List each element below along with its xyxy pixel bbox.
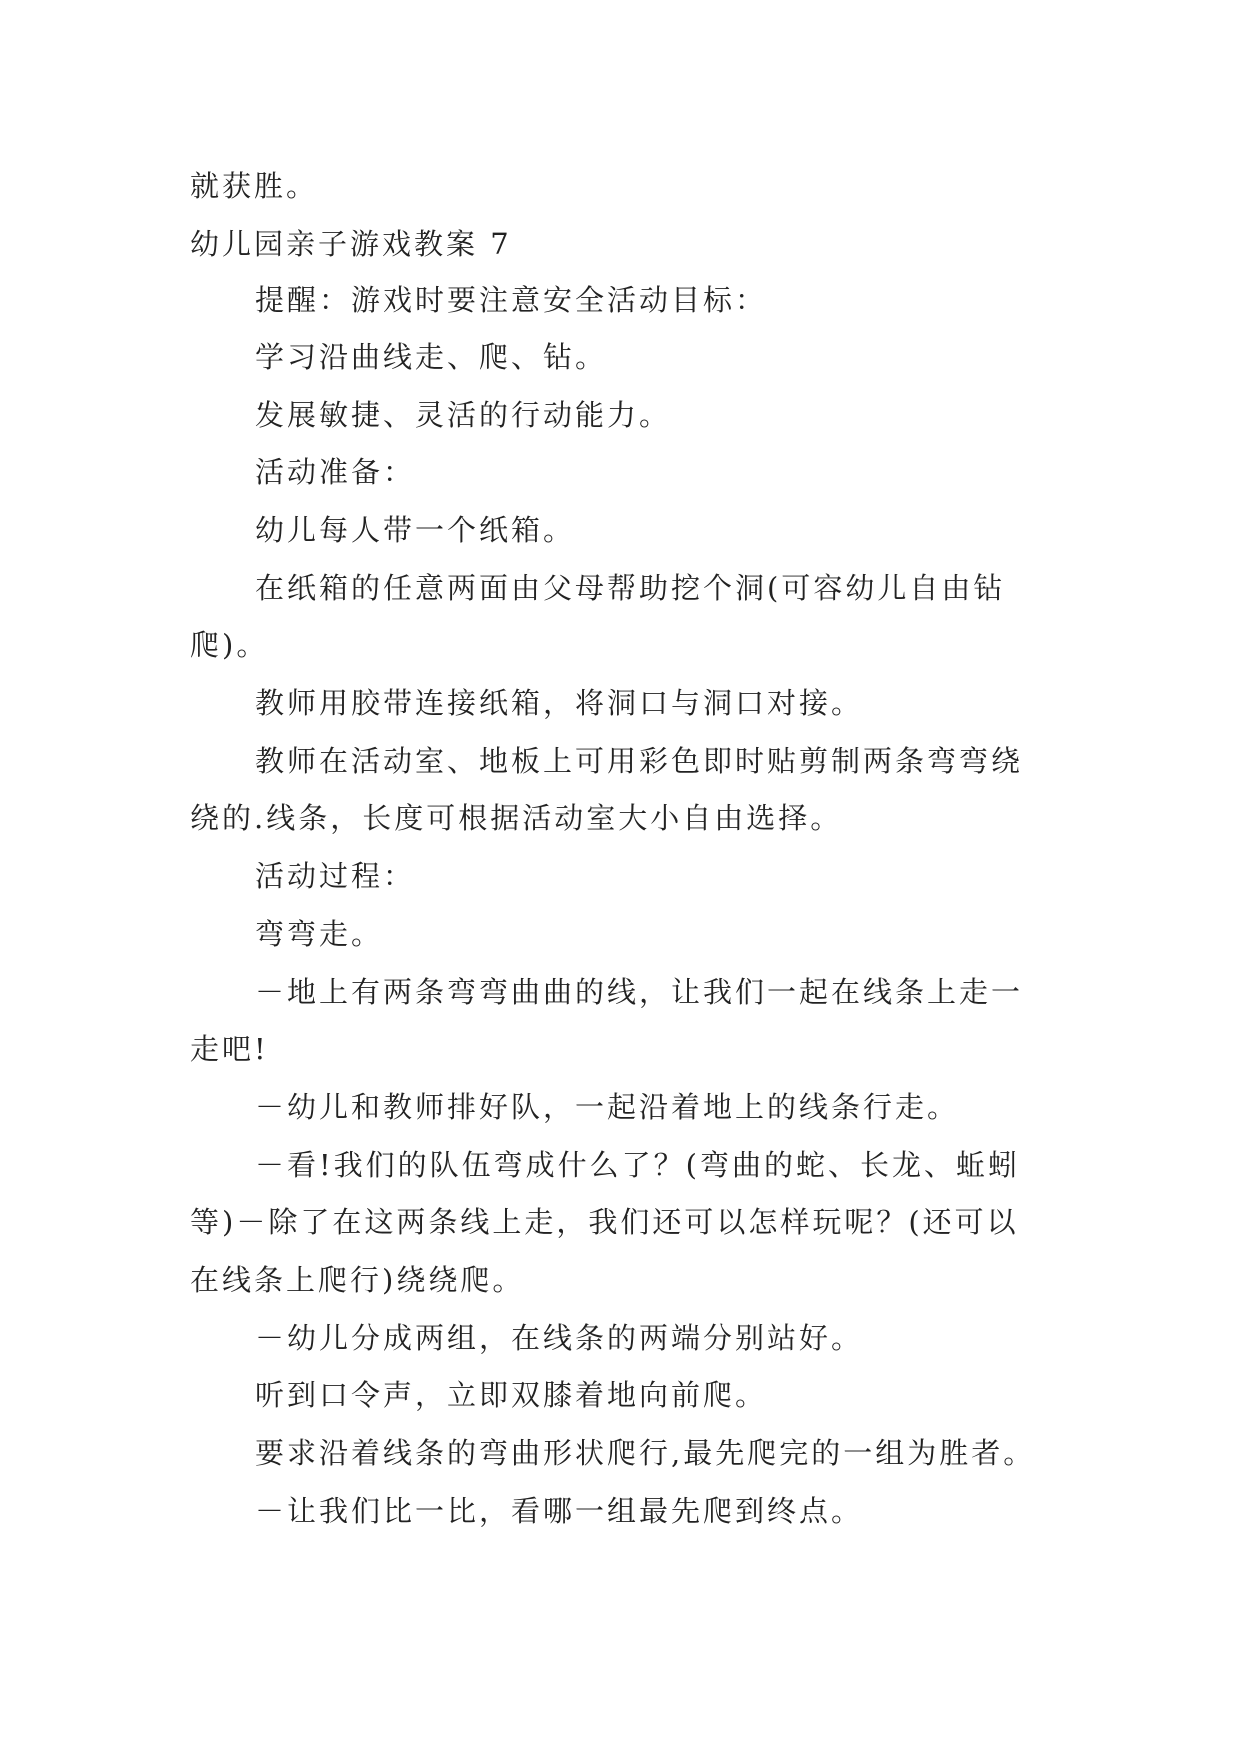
section-heading: 幼儿园亲子游戏教案 7 bbox=[190, 227, 512, 261]
text-line: 走吧! bbox=[190, 1032, 269, 1066]
text-line: 学习沿曲线走、爬、钻。 bbox=[255, 340, 608, 374]
text-line: 绕的.线条，长度可根据活动室大小自由选择。 bbox=[190, 801, 843, 835]
text-line: 活动过程： bbox=[255, 859, 416, 893]
text-line: －让我们比一比，看哪一组最先爬到终点。 bbox=[255, 1494, 864, 1528]
text-line: 弯弯走。 bbox=[255, 917, 384, 951]
text-line: 就获胜。 bbox=[190, 169, 319, 203]
text-line: 爬)。 bbox=[190, 628, 269, 662]
text-line: 等)－除了在这两条线上走，我们还可以怎样玩呢？(还可以 bbox=[190, 1205, 1019, 1239]
text-line: －看!我们的队伍弯成什么了？(弯曲的蛇、长龙、蚯蚓 bbox=[255, 1148, 1020, 1182]
text-line: －幼儿和教师排好队，一起沿着地上的线条行走。 bbox=[255, 1090, 960, 1124]
text-line: 活动准备： bbox=[255, 455, 416, 489]
text-line: 发展敏捷、灵活的行动能力。 bbox=[255, 398, 672, 432]
text-line: 在线条上爬行)绕绕爬。 bbox=[190, 1263, 525, 1297]
text-line: 在纸箱的任意两面由父母帮助挖个洞(可容幼儿自由钻 bbox=[255, 571, 1006, 605]
text-line: －幼儿分成两组，在线条的两端分别站好。 bbox=[255, 1321, 864, 1355]
text-line: 幼儿每人带一个纸箱。 bbox=[255, 513, 576, 547]
text-line: 教师在活动室、地板上可用彩色即时贴剪制两条弯弯绕 bbox=[255, 744, 1024, 778]
text-line: 提醒：游戏时要注意安全活动目标： bbox=[255, 283, 768, 317]
text-line: 教师用胶带连接纸箱，将洞口与洞口对接。 bbox=[255, 686, 864, 720]
text-line: 要求沿着线条的弯曲形状爬行,最先爬完的一组为胜者。 bbox=[255, 1436, 1036, 1470]
text-line: 听到口令声，立即双膝着地向前爬。 bbox=[255, 1378, 768, 1412]
text-line: －地上有两条弯弯曲曲的线，让我们一起在线条上走一 bbox=[255, 975, 1024, 1009]
